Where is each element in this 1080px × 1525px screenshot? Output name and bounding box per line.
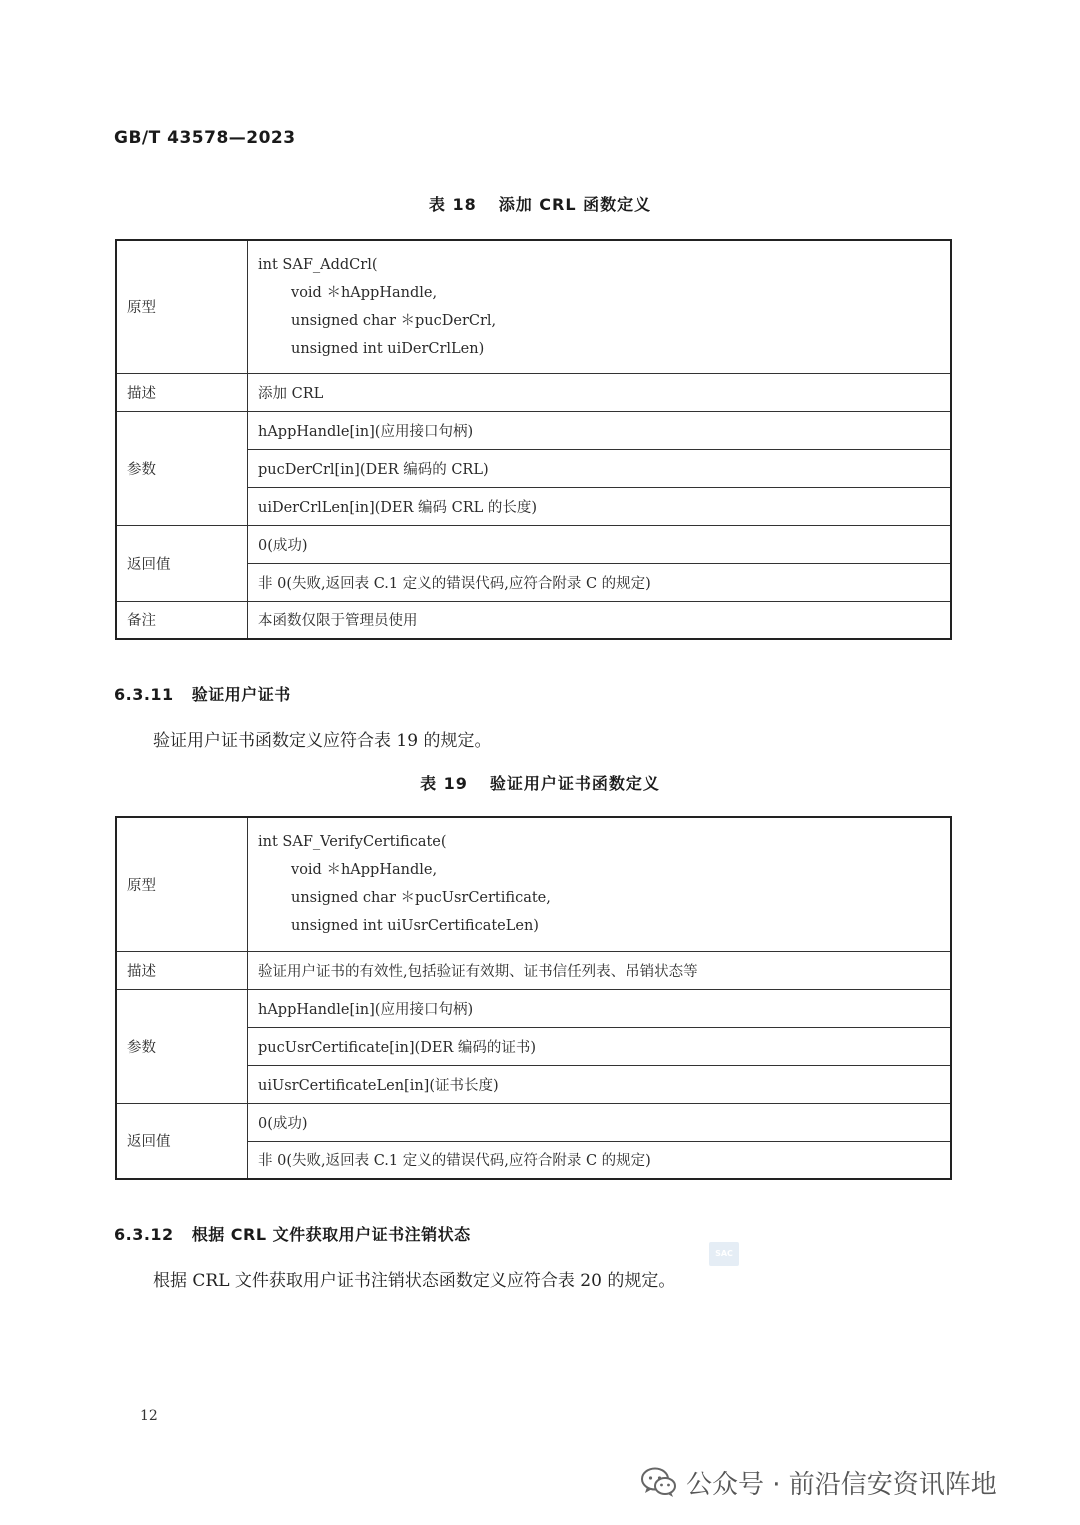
params-label: 参数 (116, 989, 248, 1103)
param-cell: pucDerCrl[in](DER 编码的 CRL) (248, 449, 952, 487)
returns-label: 返回值 (116, 1103, 248, 1179)
wechat-account-footer (640, 1462, 997, 1502)
param-cell: uiUsrCertificateLen[in](证书长度) (248, 1065, 952, 1103)
note-cell: 本函数仅限于管理员使用 (248, 601, 952, 639)
table-row (116, 1103, 951, 1141)
table-18-add-crl (115, 239, 952, 640)
prototype-line: int SAF_VerifyCertificate( (258, 834, 447, 851)
return-cell: 0(成功) (248, 1103, 952, 1141)
return-cell: 0(成功) (248, 525, 952, 563)
return-cell: 非 0(失败,返回表 C.1 定义的错误代码,应符合附录 C 的规定) (248, 1141, 952, 1179)
table-19-verify-certificate (115, 816, 952, 1180)
section-heading (114, 682, 291, 705)
param-cell: hAppHandle[in](应用接口句柄) (248, 989, 952, 1027)
description-cell: 添加 CRL (248, 373, 952, 411)
section-paragraph: 验证用户证书函数定义应符合表 19 的规定。 (153, 731, 492, 751)
table-row (116, 240, 951, 373)
footer-text: 公众号 · 前沿信安资讯阵地 (686, 1469, 997, 1500)
param-cell: hAppHandle[in](应用接口句柄) (248, 411, 952, 449)
description-label: 描述 (116, 373, 248, 411)
note-label: 备注 (116, 601, 248, 639)
section-number: 6.3.12 (114, 1225, 174, 1244)
table-row (116, 601, 951, 639)
table-row (116, 373, 951, 411)
sac-watermark: SAC (709, 1242, 739, 1266)
section-title: 根据 CRL 文件获取用户证书注销状态 (191, 1225, 471, 1244)
table-19-title: 验证用户证书函数定义 (489, 774, 660, 793)
return-cell: 非 0(失败,返回表 C.1 定义的错误代码,应符合附录 C 的规定) (248, 563, 952, 601)
table-18-caption (0, 192, 1080, 215)
prototype-label: 原型 (116, 817, 248, 951)
table-19-caption (0, 771, 1080, 794)
table-19-number: 表 19 (420, 774, 468, 793)
description-cell: 验证用户证书的有效性,包括验证有效期、证书信任列表、吊销状态等 (248, 951, 952, 989)
section-paragraph: 根据 CRL 文件获取用户证书注销状态函数定义应符合表 20 的规定。 (153, 1271, 676, 1291)
prototype-line: unsigned char ＊pucUsrCertificate, (291, 890, 551, 907)
table-row (116, 411, 951, 449)
section-title: 验证用户证书 (191, 685, 291, 704)
prototype-line: unsigned int uiDerCrlLen) (291, 340, 485, 357)
param-cell: pucUsrCertificate[in](DER 编码的证书) (248, 1027, 952, 1065)
prototype-line: unsigned int uiUsrCertificateLen) (291, 918, 539, 935)
table-18-number: 表 18 (428, 195, 477, 214)
table-row (116, 817, 951, 951)
prototype-line: void ＊hAppHandle, (291, 284, 438, 301)
returns-label: 返回值 (116, 525, 248, 601)
prototype-label: 原型 (116, 240, 248, 373)
table-row (116, 951, 951, 989)
table-18-title: 添加 CRL 函数定义 (498, 195, 652, 214)
section-heading (114, 1222, 471, 1245)
prototype-line: unsigned char ＊pucDerCrl, (291, 312, 497, 329)
table-row (116, 989, 951, 1027)
standard-code: GB/T 43578—2023 (114, 128, 296, 148)
prototype-line: void ＊hAppHandle, (291, 862, 438, 879)
prototype-cell (248, 240, 952, 373)
params-label: 参数 (116, 411, 248, 525)
description-label: 描述 (116, 951, 248, 989)
table-row (116, 525, 951, 563)
page-number: 12 (140, 1408, 158, 1424)
prototype-line: int SAF_AddCrl( (258, 256, 378, 273)
wechat-icon (640, 1466, 678, 1498)
prototype-cell (248, 817, 952, 951)
param-cell: uiDerCrlLen[in](DER 编码 CRL 的长度) (248, 487, 952, 525)
section-number: 6.3.11 (114, 685, 174, 704)
